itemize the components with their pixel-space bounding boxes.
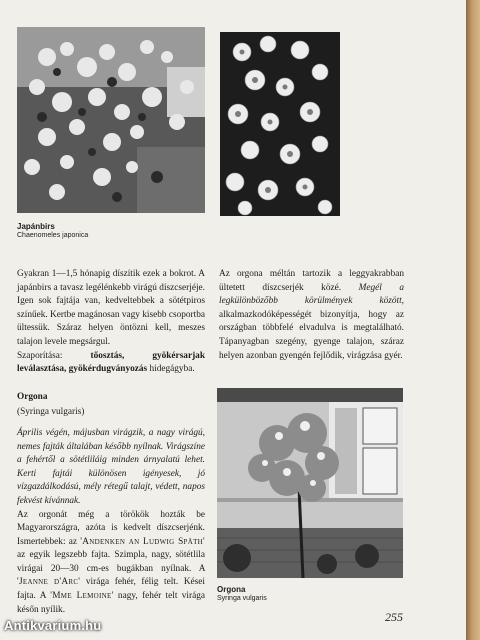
propagation-end: hidegágyba. xyxy=(149,364,195,375)
right-text-a: Az orgona méltán tartozik a leggyakrabban ültetett díszcserjék közé. xyxy=(219,269,404,293)
photo-quince-bush xyxy=(17,27,205,213)
varieties-text-a: Az orgonát még a törökök hozták be Magyarországra, azóta is kedvelt díszcserjénk. Ismertebbek: az xyxy=(17,509,205,547)
right-column xyxy=(219,268,404,363)
paragraph-orgona-italic: Április végén, májusban virágzik, a nagy virágú, nemes fajták általában később nyílnak. Virágszíne a fehértől a sötétliláig minden árnyalatú lehet. Kerti fajtái különösen igényesek, jó vízgazdálkodású, mély rétegű talajt, védett, napos fekvést kívánnak. xyxy=(17,427,205,506)
page-number: 255 xyxy=(385,610,403,624)
photo-quince-blossoms xyxy=(220,32,340,216)
right-text-b: alkalmazkodóképességét bizonyítja, hogy az országban többfelé elvadulva is megtalálható. Tápanyagban szegény, gyenge talajon, száraz helyen azonban gyengén fejlődik, virágzása gyér. xyxy=(219,309,404,361)
paragraph-japanbirs-intro: Gyakran 1—1,5 hónapig díszítik ezek a bokrot. A japánbirs a tavasz legélénkebb virágú díszcserjéje. Igen sok fajtája van, kedveltebbek a sötétpiros színűek. Kertbe magánosan vagy kisebb csoportba ültessük. Száraz helyen öntözni kell, meszes talajon levele megsárgul. xyxy=(17,269,205,347)
variety-lemoine: 'Mme Lemoine' xyxy=(50,591,114,602)
caption-latin-orgona: Syringa vulgaris xyxy=(217,595,267,602)
right-text-italic: Megél a legkülönbözőbb körülmények között, xyxy=(219,282,405,307)
propagation-methods: tőosztás, gyökérsarjak leválasztása, gyökérdugványozás xyxy=(17,350,205,375)
caption-latin-japanbirs: Chaenomeles japonica xyxy=(17,232,89,239)
varieties-text-d: nagy, fehér telt virága későn nyílik. xyxy=(17,591,205,615)
varieties-text-b: az egyik legszebb fajta. Szimpla, nagy, sötétlila virágai 20—30 cm-es bugákban nyílnak. A xyxy=(17,550,205,574)
paragraph-orgona-right xyxy=(219,268,404,363)
paragraph-orgona-varieties xyxy=(17,509,205,618)
section-heading-latin: (Syringa vulgaris) xyxy=(17,407,85,418)
propagation-label: Szaporítása: xyxy=(17,350,63,361)
watermark: Antikvarium.hu xyxy=(4,618,102,633)
variety-andenken: 'Andenken an Ludwig Späth' xyxy=(80,536,206,547)
left-column xyxy=(17,268,205,617)
variety-jeanne: 'Jeanne d'Arc' xyxy=(17,577,81,588)
photo-lilac-house xyxy=(217,388,403,578)
book-edge xyxy=(466,0,480,640)
paragraph-propagation xyxy=(17,350,205,377)
varieties-text-c: virága fehér, félig telt. Kései fajta. A xyxy=(17,577,205,602)
section-heading-orgona: Orgona xyxy=(17,391,48,402)
caption-title-japanbirs: Japánbirs xyxy=(17,222,55,231)
caption-title-orgona: Orgona xyxy=(217,585,246,594)
